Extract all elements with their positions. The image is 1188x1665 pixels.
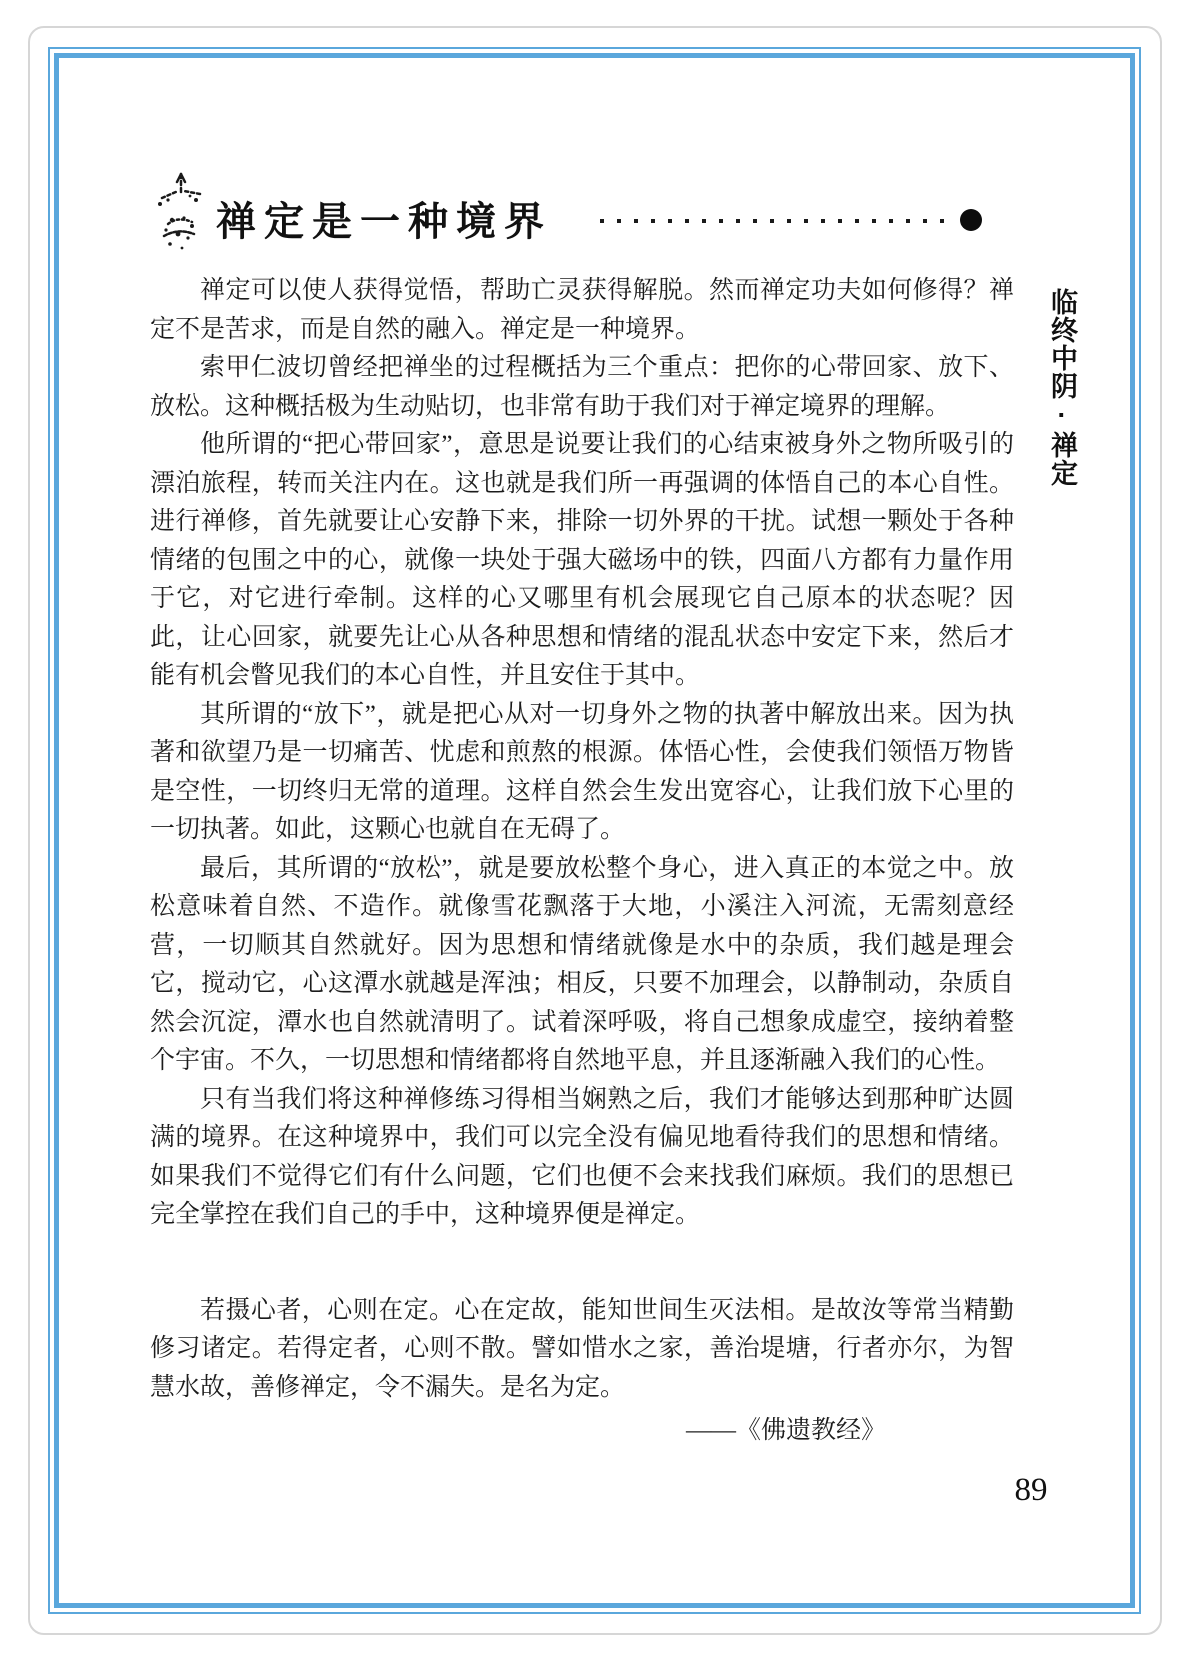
paragraph: 只有当我们将这种禅修练习得相当娴熟之后，我们才能够达到那种旷达圆满的境界。在这种境界中，我们可以完全没有偏见地看待我们的思想和情绪。如果我们不觉得它们有什么问题，它们也便不会来找我们麻烦。我们的思想已完全掌控在我们自己的手中，这种境界便是禅定。 [150, 1085, 1014, 1228]
dotted-leader-line [600, 219, 952, 223]
leader-end-bullet [960, 209, 982, 231]
paragraph: 最后，其所谓的“放松”，就是要放松整个身心，进入真正的本觉之中。放松意味着自然、不造作。就像雪花飘落于大地，小溪注入河流，无需刻意经营，一切顺其自然就好。因为思想和情绪就像是水中的杂质，我们越是理会它，搅动它，心这潭水就越是浑浊；相反，只要不加理会，以静制动，杂质自然会沉淀，潭水也自然就清明了。试着深呼吸，将自己想象成虚空，接纳着整个宇宙。不久，一切思想和情绪都将自然地平息，并且逐渐融入我们的心性。 [150, 854, 1014, 1074]
ink-plant-sketch-icon [148, 164, 212, 258]
quote-attribution: ——《佛遗教经》 [685, 1417, 886, 1444]
page-title: 禅定是一种境界 [216, 200, 552, 244]
paragraph: 禅定可以使人获得觉悟，帮助亡灵获得解脱。然而禅定功夫如何修得？禅定不是苦求，而是自然的融入。禅定是一种境界。 [150, 277, 1014, 343]
scripture-quote: 若摄心者，心则在定。心在定故，能知世间生灭法相。是故汝等常当精勤修习诸定。若得定者，心则不散。譬如惜水之家，善治堤塘，行者亦尔，为智慧水故，善修禅定，令不漏失。是名为定。 [150, 1296, 1014, 1401]
article-body [150, 272, 1014, 1451]
paragraph: 其所谓的“放下”，就是把心从对一切身外之物的执著中解放出来。因为执著和欲望乃是一切痛苦、忧虑和煎熬的根源。体悟心性，会使我们领悟万物皆是空性，一切终归无常的道理。这样自然会生发出宽容心，让我们放下心里的一切执著。如此，这颗心也就自在无碍了。 [150, 700, 1014, 843]
paragraph: 索甲仁波切曾经把禅坐的过程概括为三个重点：把你的心带回家、放下、放松。这种概括极为生动贴切，也非常有助于我们对于禅定境界的理解。 [150, 354, 1014, 420]
paragraph: 他所谓的“把心带回家”，意思是说要让我们的心结束被身外之物所吸引的漂泊旅程，转而关注内在。这也就是我们所一再强调的体悟自己的本心自性。进行禅修，首先就要让心安静下来，排除一切外界的干扰。试想一颗处于各种情绪的包围之中的心，就像一块处于强大磁场中的铁，四面八方都有力量作用于它，对它进行牵制。这样的心又哪里有机会展现它自己原本的状态呢？因此，让心回家，就要先让心从各种思想和情绪的混乱状态中安定下来，然后才能有机会瞥见我们的本心自性，并且安住于其中。 [150, 431, 1014, 689]
page-number: 89 [1014, 1472, 1048, 1508]
chapter-side-label: 临终中阴·禅定 [1047, 288, 1077, 487]
